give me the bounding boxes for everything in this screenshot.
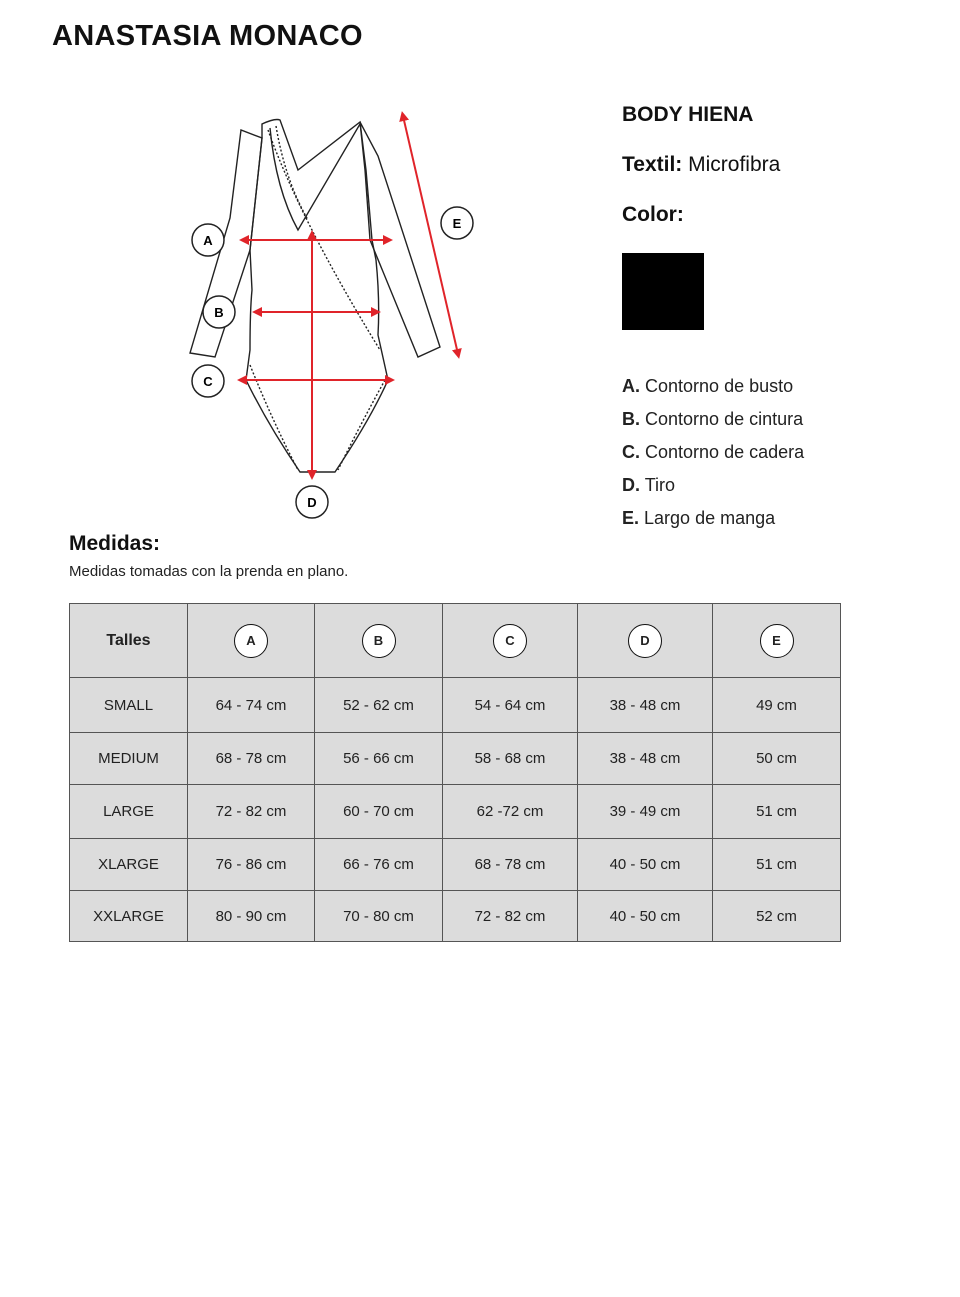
legend-item-c: C. Contorno de cadera [622, 442, 805, 462]
table-row [70, 733, 841, 785]
measure-cell: 64 - 74 cm [188, 678, 315, 733]
marker-c [192, 365, 224, 397]
svg-text:E: E [452, 216, 462, 231]
size-name-cell: XXLARGE [70, 891, 188, 942]
measure-cell: 40 - 50 cm [578, 839, 713, 891]
color-label: Color: [622, 203, 684, 226]
measure-cell: 52 cm [713, 891, 841, 942]
measure-cell: 72 - 82 cm [443, 891, 578, 942]
column-badge: B [362, 624, 396, 658]
measure-cell: 60 - 70 cm [315, 785, 443, 839]
measure-cell: 39 - 49 cm [578, 785, 713, 839]
body-outline [190, 120, 440, 473]
measure-legend [622, 370, 942, 535]
brand-title: ANASTASIA MONACO [52, 20, 363, 52]
measure-cell: 51 cm [713, 839, 841, 891]
svg-text:A: A [203, 233, 213, 248]
measure-cell: 68 - 78 cm [443, 839, 578, 891]
measure-cell: 38 - 48 cm [578, 678, 713, 733]
svg-text:D: D [307, 495, 317, 510]
measure-cell: 56 - 66 cm [315, 733, 443, 785]
measure-cell: 54 - 64 cm [443, 678, 578, 733]
measure-cell: 51 cm [713, 785, 841, 839]
measure-cell: 62 -72 cm [443, 785, 578, 839]
measure-cell: 72 - 82 cm [188, 785, 315, 839]
measure-cell: 68 - 78 cm [188, 733, 315, 785]
size-name-cell: XLARGE [70, 839, 188, 891]
measure-cell: 76 - 86 cm [188, 839, 315, 891]
marker-e [441, 207, 473, 239]
legend-item-e: E. Largo de manga [622, 508, 776, 528]
measure-cell: 38 - 48 cm [578, 733, 713, 785]
measure-cell: 40 - 50 cm [578, 891, 713, 942]
measure-cell: 58 - 68 cm [443, 733, 578, 785]
measure-cell: 52 - 62 cm [315, 678, 443, 733]
header-col-a [188, 604, 315, 678]
header-col-c [443, 604, 578, 678]
size-table [69, 603, 841, 942]
color-line [622, 203, 942, 227]
header-col-e [713, 604, 841, 678]
marker-a [192, 224, 224, 256]
marker-d [296, 486, 328, 518]
measure-cell: 50 cm [713, 733, 841, 785]
measures-title: Medidas: [69, 532, 161, 555]
textil-label: Textil: [622, 153, 683, 176]
garment-diagram [180, 100, 490, 525]
measures-subtitle: Medidas tomadas con la prenda en plano. [69, 563, 349, 580]
textil-line [622, 153, 942, 177]
table-header-row [70, 604, 841, 678]
legend-item-b: B. Contorno de cintura [622, 409, 804, 429]
column-badge: E [760, 624, 794, 658]
size-name-cell: LARGE [70, 785, 188, 839]
product-name: BODY HIENA [622, 103, 754, 126]
column-badge: A [234, 624, 268, 658]
table-row [70, 785, 841, 839]
size-name-cell: SMALL [70, 678, 188, 733]
measure-cell: 70 - 80 cm [315, 891, 443, 942]
table-row [70, 891, 841, 942]
column-badge: C [493, 624, 527, 658]
header-col-d [578, 604, 713, 678]
legend-item-a: A. Contorno de busto [622, 376, 794, 396]
textil-value: Microfibra [688, 153, 781, 176]
table-row [70, 678, 841, 733]
legend-item-d: D. Tiro [622, 475, 676, 495]
svg-text:B: B [214, 305, 224, 320]
table-row [70, 839, 841, 891]
measure-cell: 80 - 90 cm [188, 891, 315, 942]
measure-cell: 49 cm [713, 678, 841, 733]
measure-cell: 66 - 76 cm [315, 839, 443, 891]
svg-text:C: C [203, 374, 213, 389]
column-badge: D [628, 624, 662, 658]
marker-b [203, 296, 235, 328]
header-talles: Talles [70, 604, 188, 678]
header-col-b [315, 604, 443, 678]
color-swatch [622, 253, 704, 330]
product-info [622, 103, 942, 535]
size-name-cell: MEDIUM [70, 733, 188, 785]
